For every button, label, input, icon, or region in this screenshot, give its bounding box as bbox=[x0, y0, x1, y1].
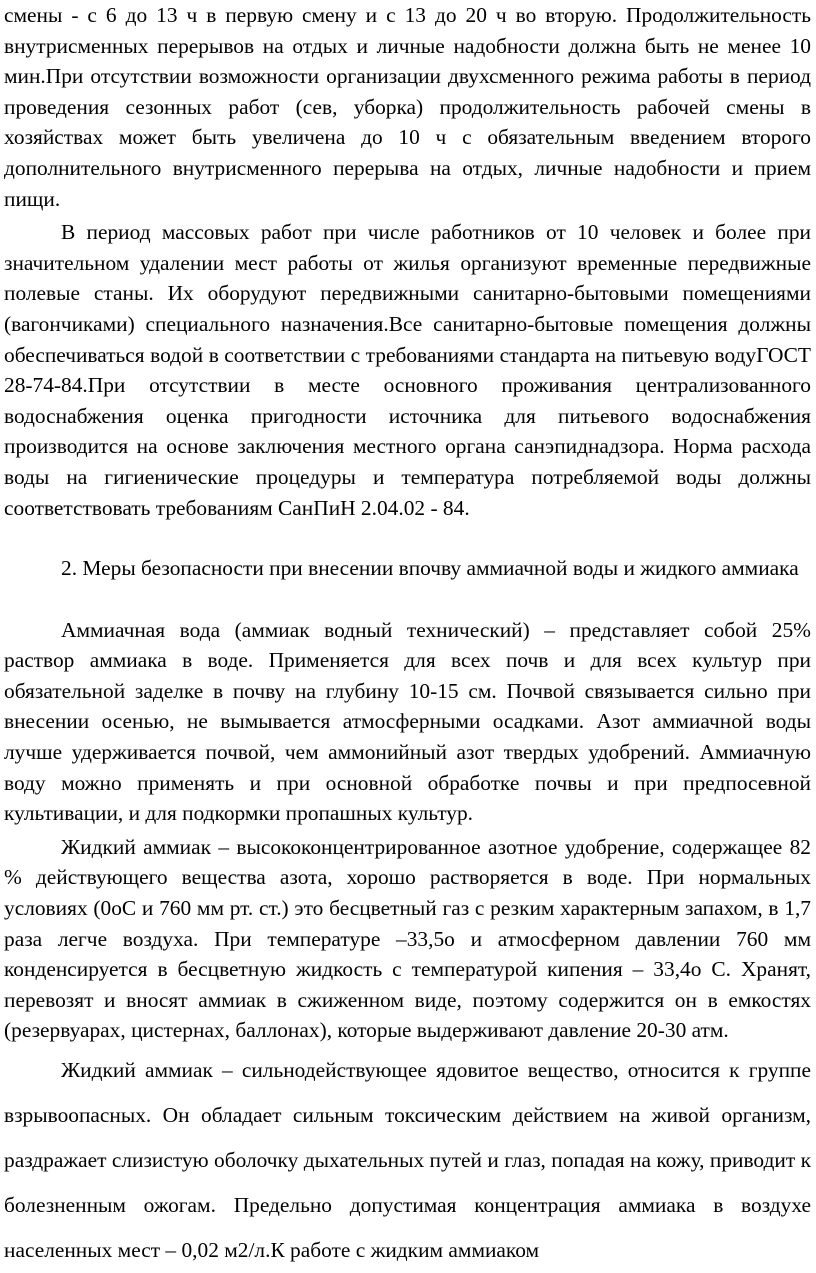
paragraph-work-shifts: смены - с 6 до 13 ч в первую смену и с 13 до 20 ч во вторую. Продолжительность внутрисменных перерывов на отдых и личные надобности должна быть не менее 10 мин.При отсутствии возможности организации двухсменного режима работы в период проведения сезонных работ (сев, уборка) продолжительность рабочей смены в хозяйствах может быть увеличена до 10 ч с обязательным введением второго дополнительного внутрисменного перерыва на отдых, личные надобности и прием пищи. bbox=[4, 3, 811, 211]
paragraph-ammonia-water: Аммиачная вода (аммиак водный технический) – представляет собой 25% раствор аммиака в воде. Применяется для всех почв и для всех культур при обязательной заделке в почву на глубину 10-15 см. Почвой связывается сильно при внесении осенью, не вымывается атмосферными осадками. Азот аммиачной воды лучше удерживается почвой, чем аммонийный азот твердых удобрений. Аммиачную воду можно применять и при основной обработке почвы и при предпосевной культивации, и для подкормки пропашных культур. bbox=[4, 617, 811, 826]
paragraph-ammonia-toxicity: Жидкий аммиак – сильнодействующее ядовитое вещество, относится к группе взрывоопасных. Он обладает сильным токсическим действием на живой организм, раздражает слизистую оболочку дыхательных путей и глаз, попадая на кожу, приводит к болезненным ожогам. Предельно допустимая концентрация аммиака в воздухе населенных мест – 0,02 м2/л.К работе с жидким аммиаком bbox=[4, 1058, 811, 1262]
paragraph-field-camps: В период массовых работ при числе работников от 10 человек и более при значительном удалении мест работы от жилья организуют временные передвижные полевые станы. Их оборудуют передвижными санитарно-бытовыми помещениями (вагончиками) специального назначения.Все санитарно-бытовые помещения должны обеспечиваться водой в соответствии с требованиями стандарта на питьевую водуГОСТ 28-74-84.При отсутствии в месте основного проживания централизованного водоснабжения оценка пригодности источника для питьевого водоснабжения производится на основе заключения местного органа санэпиднадзора. Норма расхода воды на гигиенические процедуры и температура потребляемой воды должны соответствовать требованиям СанПиН 2.04.02 - 84. bbox=[4, 220, 811, 520]
section-heading: 2. Меры безопасности при внесении впочву аммиачной воды и жидкого аммиака bbox=[61, 556, 799, 581]
paragraph-liquid-ammonia: Жидкий аммиак – высококонцентрированное азотное удобрение, содержащее 82 % действующего вещества азота, хорошо растворяется в воде. При нормальных условиях (0оС и 760 мм рт. ст.) это бесцветный газ с резким характерным запахом, в 1,7 раза легче воздуха. При температуре –33,5о и атмосферном давлении 760 мм конденсируется в бесцветную жидкость с температурой кипения – 33,4о С. Хранят, перевозят и вносят аммиак в сжиженном виде, поэтому содержится он в емкостях (резервуарах, цистернах, баллонах), которые выдерживают давление 20-30 атм. bbox=[4, 834, 811, 1043]
